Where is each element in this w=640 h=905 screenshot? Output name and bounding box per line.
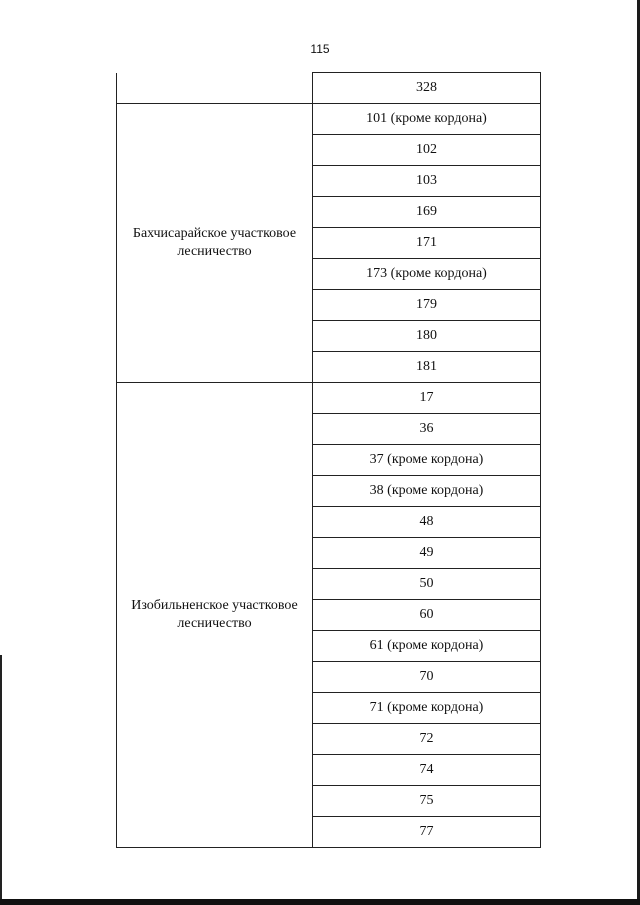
quarter-cell: 103 [313, 166, 541, 197]
quarter-cell: 49 [313, 538, 541, 569]
district-cell-continued [117, 73, 313, 104]
district-name-cell [117, 104, 313, 383]
quarter-cell: 171 [313, 228, 541, 259]
quarter-cell: 71 (кроме кордона) [313, 693, 541, 724]
quarter-cell: 60 [313, 600, 541, 631]
quarter-cell: 36 [313, 414, 541, 445]
scan-edge-left [0, 655, 2, 905]
quarter-cell: 102 [313, 135, 541, 166]
quarter-cell: 50 [313, 569, 541, 600]
table-row [117, 104, 541, 135]
scan-edge-bottom [0, 899, 640, 905]
quarter-cell: 180 [313, 321, 541, 352]
district-name-line1: Изобильненское участковое [131, 598, 298, 613]
quarter-cell: 72 [313, 724, 541, 755]
forest-quarters-table [116, 72, 541, 848]
quarter-cell: 38 (кроме кордона) [313, 476, 541, 507]
quarter-cell: 181 [313, 352, 541, 383]
district-name-cell [117, 383, 313, 848]
quarter-cell: 179 [313, 290, 541, 321]
quarter-cell: 173 (кроме кордона) [313, 259, 541, 290]
quarter-cell: 17 [313, 383, 541, 414]
quarter-cell: 70 [313, 662, 541, 693]
quarter-cell: 75 [313, 786, 541, 817]
quarter-cell: 169 [313, 197, 541, 228]
table-row [117, 383, 541, 414]
district-name-line2: лесничество [177, 244, 252, 259]
quarter-cell: 101 (кроме кордона) [313, 104, 541, 135]
quarter-cell: 77 [313, 817, 541, 848]
quarter-cell: 74 [313, 755, 541, 786]
quarter-cell: 328 [313, 73, 541, 104]
quarter-cell: 61 (кроме кордона) [313, 631, 541, 662]
quarter-cell: 37 (кроме кордона) [313, 445, 541, 476]
quarter-cell: 48 [313, 507, 541, 538]
district-name-line2: лесничество [177, 616, 252, 631]
page-number: 115 [310, 42, 330, 56]
table-row [117, 73, 541, 104]
district-name-line1: Бахчисарайское участковое [132, 226, 297, 241]
